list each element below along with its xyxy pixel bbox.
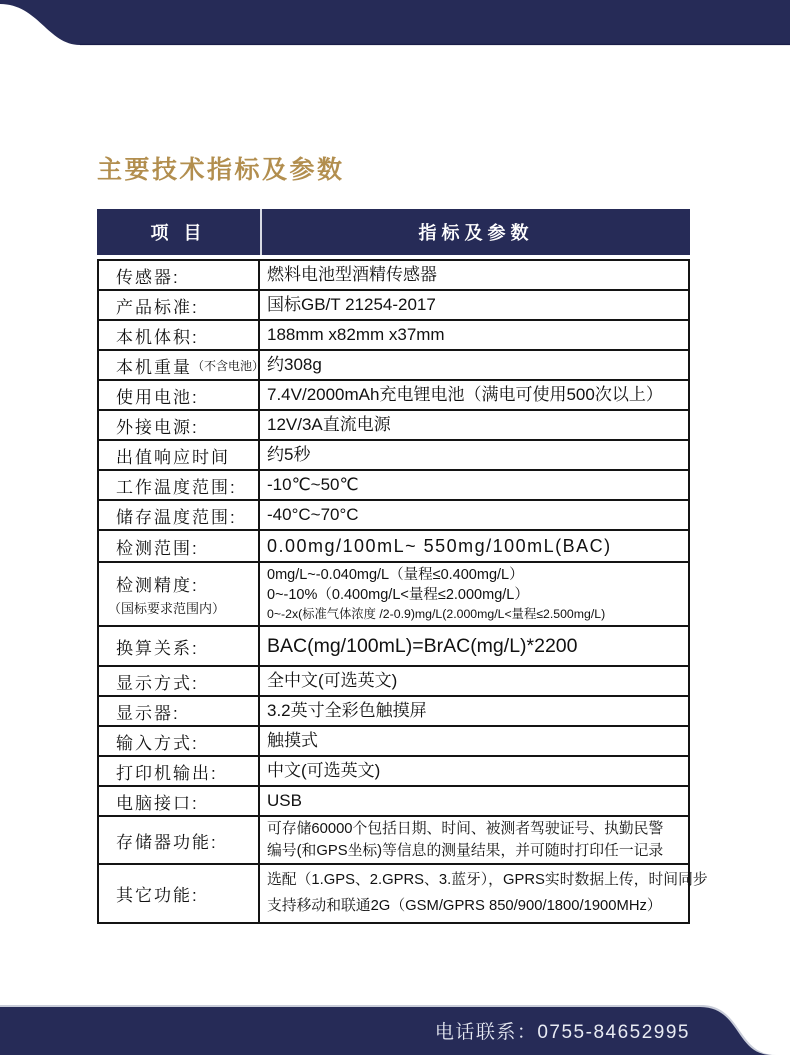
row-value: 188mm x82mm x37mm — [267, 325, 445, 345]
table-header — [97, 209, 690, 255]
row-label: 检测范围: — [99, 531, 260, 561]
table-row — [99, 697, 688, 727]
row-label: 本机体积: — [99, 321, 260, 349]
row-label: 出值响应时间 — [99, 441, 260, 469]
table-row — [99, 261, 688, 291]
column-header-spec: 指标及参数 — [418, 223, 534, 243]
row-value: -10℃~50℃ — [267, 475, 359, 495]
row-label: 显示方式: — [99, 667, 260, 695]
row-label: 检测精度: （国标要求范围内） — [99, 563, 260, 625]
table-row — [99, 531, 688, 563]
row-label: 其它功能: — [99, 865, 260, 922]
table-row — [99, 321, 688, 351]
row-value: 国标GB/T 21254-2017 — [267, 295, 436, 315]
table-row — [99, 817, 688, 865]
row-label: 换算关系: — [99, 627, 260, 665]
table-row — [99, 411, 688, 441]
row-label: 电脑接口: — [99, 787, 260, 815]
row-value: 0mg/L~-0.040mg/L（量程≤0.400mg/L） 0~-10%（0.400mg/L<量程≤2.000mg/L） 0~-2x(标准气体浓度 /2-0.9)mg/L(2.000mg/L<量程≤2.500mg/L) — [267, 567, 606, 621]
page-title: 主要技术指标及参数 — [97, 156, 345, 184]
column-header-item: 项 目 — [150, 223, 207, 243]
row-value: 约5秒 — [267, 445, 311, 465]
row-value: 0.00mg/100mL~ 550mg/100mL(BAC) — [267, 535, 612, 556]
contact-phone: 电话联系：0755-84652995 — [434, 1022, 690, 1043]
row-label: 储存温度范围: — [99, 501, 260, 529]
table-row — [99, 441, 688, 471]
table-row — [99, 757, 688, 787]
table-row — [99, 351, 688, 381]
row-label: 外接电源: — [99, 411, 260, 439]
table-row — [99, 787, 688, 817]
row-value: 12V/3A直流电源 — [267, 415, 391, 435]
row-value: BAC(mg/100mL)=BrAC(mg/L)*2200 — [267, 634, 578, 657]
table-row — [99, 471, 688, 501]
row-value: 3.2英寸全彩色触摸屏 — [267, 701, 427, 721]
table-row — [99, 291, 688, 321]
table-row — [99, 865, 708, 922]
row-label: 产品标准: — [99, 291, 260, 319]
table-row — [99, 627, 688, 667]
row-label: 打印机输出: — [99, 757, 260, 785]
table-row — [99, 501, 688, 531]
row-label: 输入方式: — [99, 727, 260, 755]
row-value: 约308g — [267, 355, 322, 375]
row-value: 触摸式 — [267, 731, 318, 751]
row-value: 选配（1.GPS、2.GPRS、3.蓝牙），GPRS实时数据上传，时间同步 支持移动和联通2G（GSM/GPRS 850/900/1800/1900MHz） — [267, 872, 708, 914]
top-band-decoration — [0, 0, 790, 47]
table-row — [99, 381, 688, 411]
row-label: 工作温度范围: — [99, 471, 260, 499]
row-value: USB — [267, 791, 302, 811]
row-label: 本机重量 （不含电池） — [99, 351, 260, 379]
row-value: -40°C~70°C — [267, 505, 359, 525]
row-value: 燃料电池型酒精传感器 — [267, 265, 437, 285]
row-label-note: （不含电池） — [192, 358, 265, 373]
row-label: 显示器: — [99, 697, 260, 725]
row-label: 传感器: — [99, 261, 260, 289]
table-body — [97, 259, 708, 924]
row-value: 7.4V/2000mAh充电锂电池（满电可使用500次以上） — [267, 385, 663, 405]
table-row — [99, 727, 688, 757]
row-label-note: （国标要求范围内） — [108, 601, 226, 616]
table-row — [99, 667, 688, 697]
row-value: 中文(可选英文) — [267, 761, 381, 781]
row-label: 使用电池: — [99, 381, 260, 409]
row-value: 可存储60000个包括日期、时间、被测者驾驶证号、执勤民警 编号(和GPS坐标)等信息的测量结果，并可随时打印任一记录 — [267, 820, 664, 859]
spec-table — [97, 209, 708, 924]
row-label: 存储器功能: — [99, 817, 260, 863]
table-row — [99, 563, 688, 627]
row-value: 全中文(可选英文) — [267, 671, 398, 691]
